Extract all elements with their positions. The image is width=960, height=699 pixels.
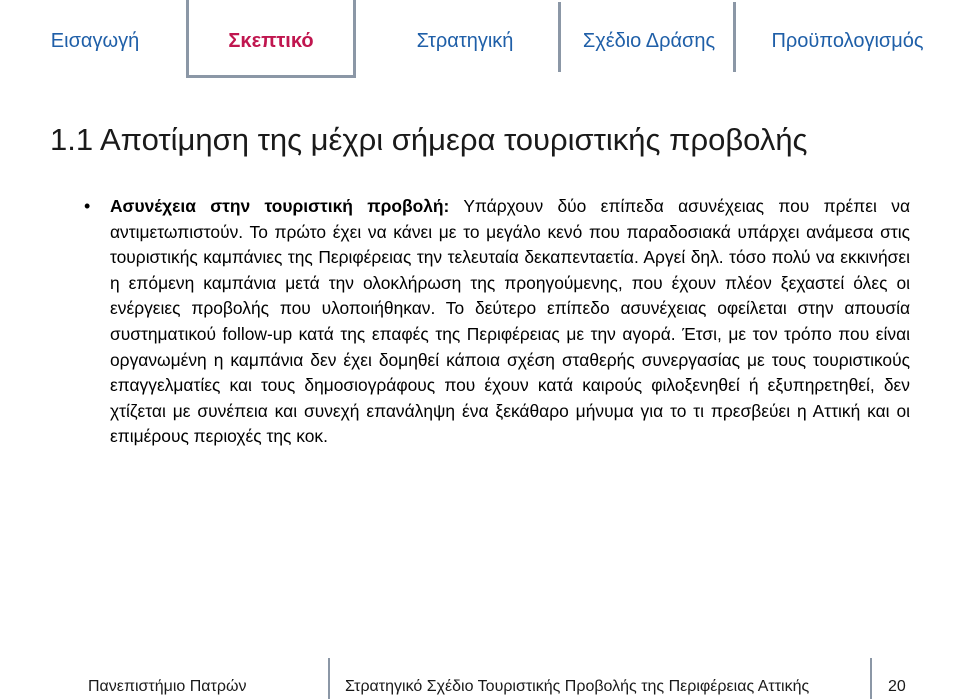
bullet-paragraph [110, 194, 910, 450]
footer-separator [328, 658, 330, 699]
bullet-body-text: Υπάρχουν δύο επίπεδα ασυνέχειας που πρέπει να αντιμετωπιστούν. Το πρώτο έχει να κάνει με το μεγάλο κενό που παραδοσιακά υπάρχει ανάμεσα στις τουριστικής καμπάνιες της Περιφέρειας την τελευταία δεκαπενταετία. Αργεί δηλ. τόσο πολύ να εκκινήσει η επόμενη καμπάνια μετά την ολοκλήρωση της προηγούμενης, που έχουν πλέον ξεχαστεί όλες οι ενέργειες προβολής που υλοποιήθηκαν. Το δεύτερο επίπεδο ασυνέχειας οφείλεται στην απουσία συστηματικού follow-up κατά της επαφές της Περιφέρειας με την αγορά. Έτσι, με τον τρόπο που είναι οργανωμένη η καμπάνια δεν έχει δομηθεί κάποια σχέση σταθερής συνεργασίας με τους τουριστικούς επαγγελματίες και τους δημοσιογράφους που έχουν κατά καιρούς φιλοξενηθεί ή εξυπηρετηθεί, δεν χτίζεται με συνέπεια και συνεχή επανάληψη ένα ξεκάθαρο μήνυμα για το τι πρεσβεύει η Αττική και οι επιμέρους περιοχές της κοκ. [110, 196, 910, 447]
slide-title: 1.1 Αποτίμηση της μέχρι σήμερα τουριστικής προβολής [50, 122, 808, 157]
tab-rationale[interactable]: Σκεπτικό [186, 0, 356, 78]
footer-document-title: Στρατηγικό Σχέδιο Τουριστικής Προβολής της Περιφέρειας Αττικής [345, 678, 810, 695]
top-navigation [0, 0, 960, 78]
tab-budget[interactable]: Προϋπολογισμός [771, 30, 924, 52]
tab-action-plan[interactable]: Σχέδιο Δράσης [582, 30, 716, 52]
nav-separator [733, 2, 736, 72]
page-number: 20 [888, 678, 906, 695]
footer-separator [870, 658, 872, 699]
bullet-lead-term: Ασυνέχεια στην τουριστική προβολή: [110, 196, 450, 216]
footer-institution: Πανεπιστήμιο Πατρών [88, 678, 247, 695]
tab-introduction[interactable]: Εισαγωγή [50, 30, 140, 52]
bullet-marker: • [84, 196, 91, 216]
tab-strategy[interactable]: Στρατηγική [416, 30, 514, 52]
